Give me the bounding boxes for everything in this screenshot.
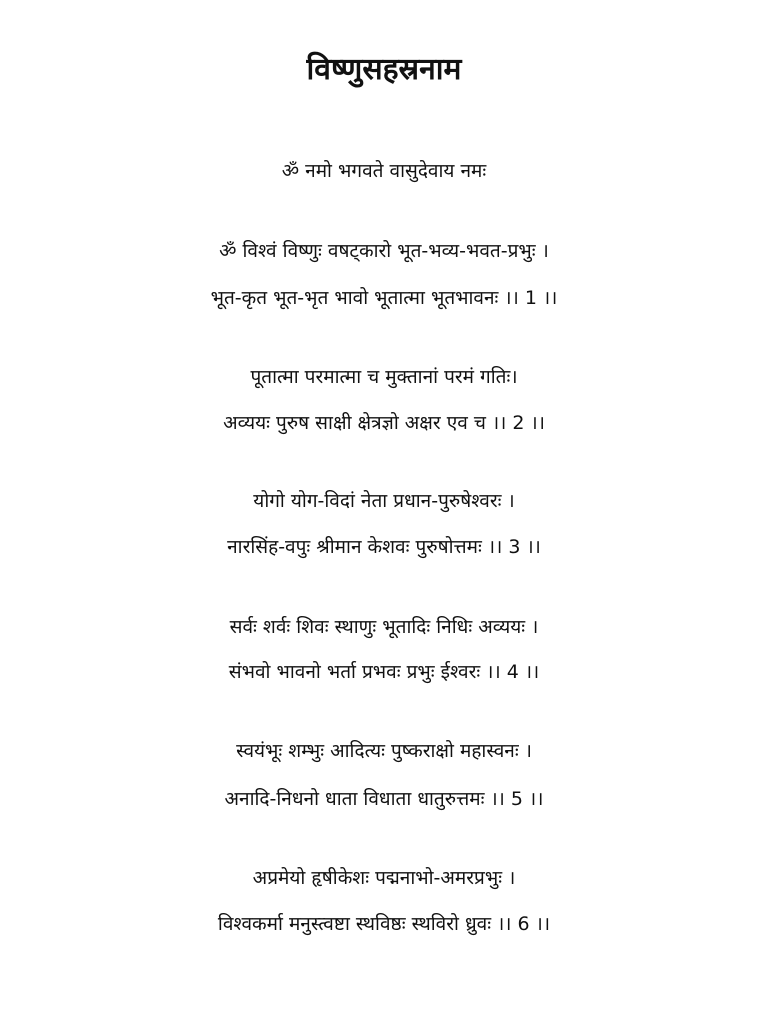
- verse-1-line-1: ॐ विश्वं विष्णुः वषट्कारो भूत-भव्य-भवत-प्रभुः ।: [219, 240, 549, 262]
- verse-5-line-2: अनादि-निधनो धाता विधाता धातुरुत्तमः ।। 5 ।।: [224, 788, 544, 810]
- verse-6-line-2: विश्वकर्मा मनुस्त्वष्टा स्थविष्ठः स्थविरो ध्रुवः ।। 6 ।।: [217, 913, 551, 935]
- verse-1-line-2: भूत-कृत भूत-भृत भावो भूतात्मा भूतभावनः ।। 1 ।।: [210, 287, 558, 309]
- invocation-line: ॐ नमो भगवते वासुदेवाय नमः: [281, 160, 487, 182]
- verse-4-line-1: सर्वः शर्वः शिवः स्थाणुः भूतादिः निधिः अव्ययः ।: [229, 616, 539, 638]
- verse-5-line-1: स्वयंभूः शम्भुः आदित्यः पुष्कराक्षो महास्वनः ।: [236, 740, 532, 762]
- verse-6-line-1: अप्रमेयो हृषीकेशः पद्मनाभो-अमरप्रभुः ।: [252, 867, 516, 889]
- verse-3-line-2: नारसिंह-वपुः श्रीमान केशवः पुरुषोत्तमः ।। 3 ।।: [227, 536, 541, 558]
- page-title: विष्णुसहस्रनाम: [306, 52, 462, 87]
- verse-3-line-1: योगो योग-विदां नेता प्रधान-पुरुषेश्वरः ।: [253, 490, 515, 512]
- verse-2-line-1: पूतात्मा परमात्मा च मुक्तानां परमं गतिः।: [250, 366, 518, 388]
- verse-4-line-2: संभवो भावनो भर्ता प्रभवः प्रभुः ईश्वरः ।। 4 ।।: [228, 661, 540, 683]
- verse-2-line-2: अव्ययः पुरुष साक्षी क्षेत्रज्ञो अक्षर एव च ।। 2 ।।: [223, 412, 545, 434]
